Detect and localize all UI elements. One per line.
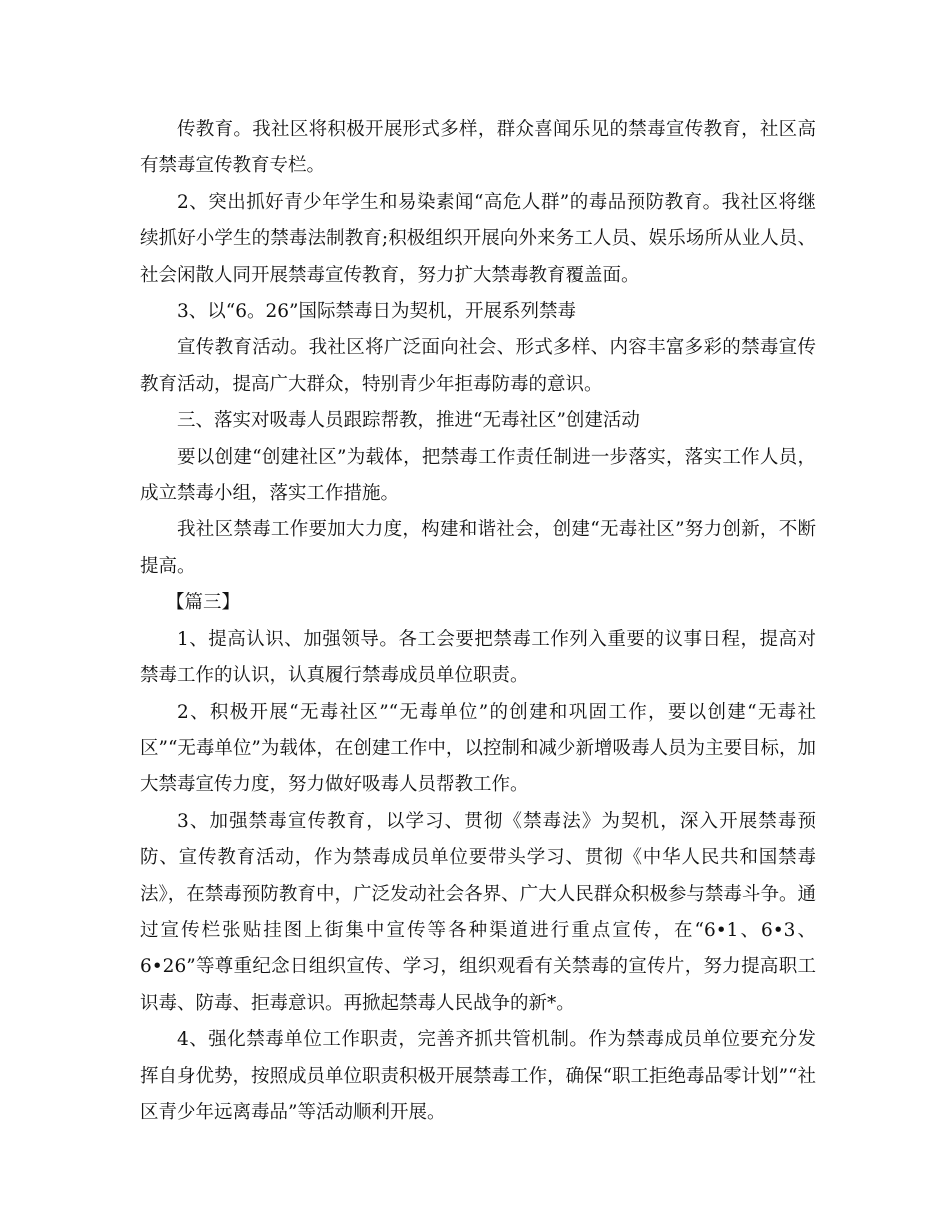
paragraph-1: 传教育。我社区将积极开展形式多样，群众喜闻乐见的禁毒宣传教育，社区高有禁毒宣传教育专栏。: [140, 119, 816, 177]
paragraph-3: 3、以“6。26”国际禁毒日为契机，开展系列禁毒: [177, 301, 576, 323]
document-body: [140, 112, 816, 1131]
paragraph-10: 2、积极开展“无毒社区”“无毒单位”的创建和巩固工作，要以创建“无毒社区”“无毒单位”为载体，在创建工作中，以控制和减少新增吸毒人员为主要目标，加大禁毒宣传力度，努力做好吸毒人员帮教工作。: [140, 701, 816, 796]
paragraph-12: 4、强化禁毒单位工作职责，完善齐抓共管机制。作为禁毒成员单位要充分发挥自身优势，按照成员单位职责积极开展禁毒工作，确保“职工拒绝毒品零计划”“社区青少年远离毒品”等活动顺利开展。: [140, 1029, 816, 1123]
part-three-heading: 【篇三】: [166, 592, 241, 614]
paragraph-9: 1、提高认识、加强领导。各工会要把禁毒工作列入重要的议事日程，提高对禁毒工作的认识，认真履行禁毒成员单位职责。: [140, 628, 816, 687]
paragraph-6: 要以创建“创建社区”为载体，把禁毒工作责任制进一步落实，落实工作人员，成立禁毒小组，落实工作措施。: [140, 446, 816, 505]
paragraph-2: 2、突出抓好青少年学生和易染素闻“高危人群”的毒品预防教育。我社区将继续抓好小学生的禁毒法制教育;积极组织开展向外来务工人员、娱乐场所从业人员、社会闲散人同开展禁毒宣传教育，努力扩大禁毒教育覆盖面。: [140, 191, 816, 286]
paragraph-4: 宣传教育活动。我社区将广泛面向社会、形式多样、内容丰富多彩的禁毒宣传教育活动，提高广大群众，特别青少年拒毒防毒的意识。: [140, 337, 816, 395]
paragraph-11: 3、加强禁毒宣传教育，以学习、贯彻《禁毒法》为契机，深入开展禁毒预防、宣传教育活动，作为禁毒成员单位要带头学习、贯彻《中华人民共和国禁毒法》，在禁毒预防教育中，广泛发动社会各界、广大人民群众积极参与禁毒斗争。通过宣传栏张贴挂图上街集中宣传等各种渠道进行重点宣传，在“6•1、6•3、6•26”等尊重纪念日组织宣传、学习，组织观看有关禁毒的宣传片，努力提高职工识毒、防毒、拒毒意识。再掀起禁毒人民战争的新*。: [140, 810, 816, 1014]
paragraph-7: 我社区禁毒工作要加大力度，构建和谐社会，创建“无毒社区”努力创新，不断提高。: [140, 519, 816, 577]
section-heading-three: 三、落实对吸毒人员跟踪帮教，推进“无毒社区”创建活动: [177, 410, 640, 432]
